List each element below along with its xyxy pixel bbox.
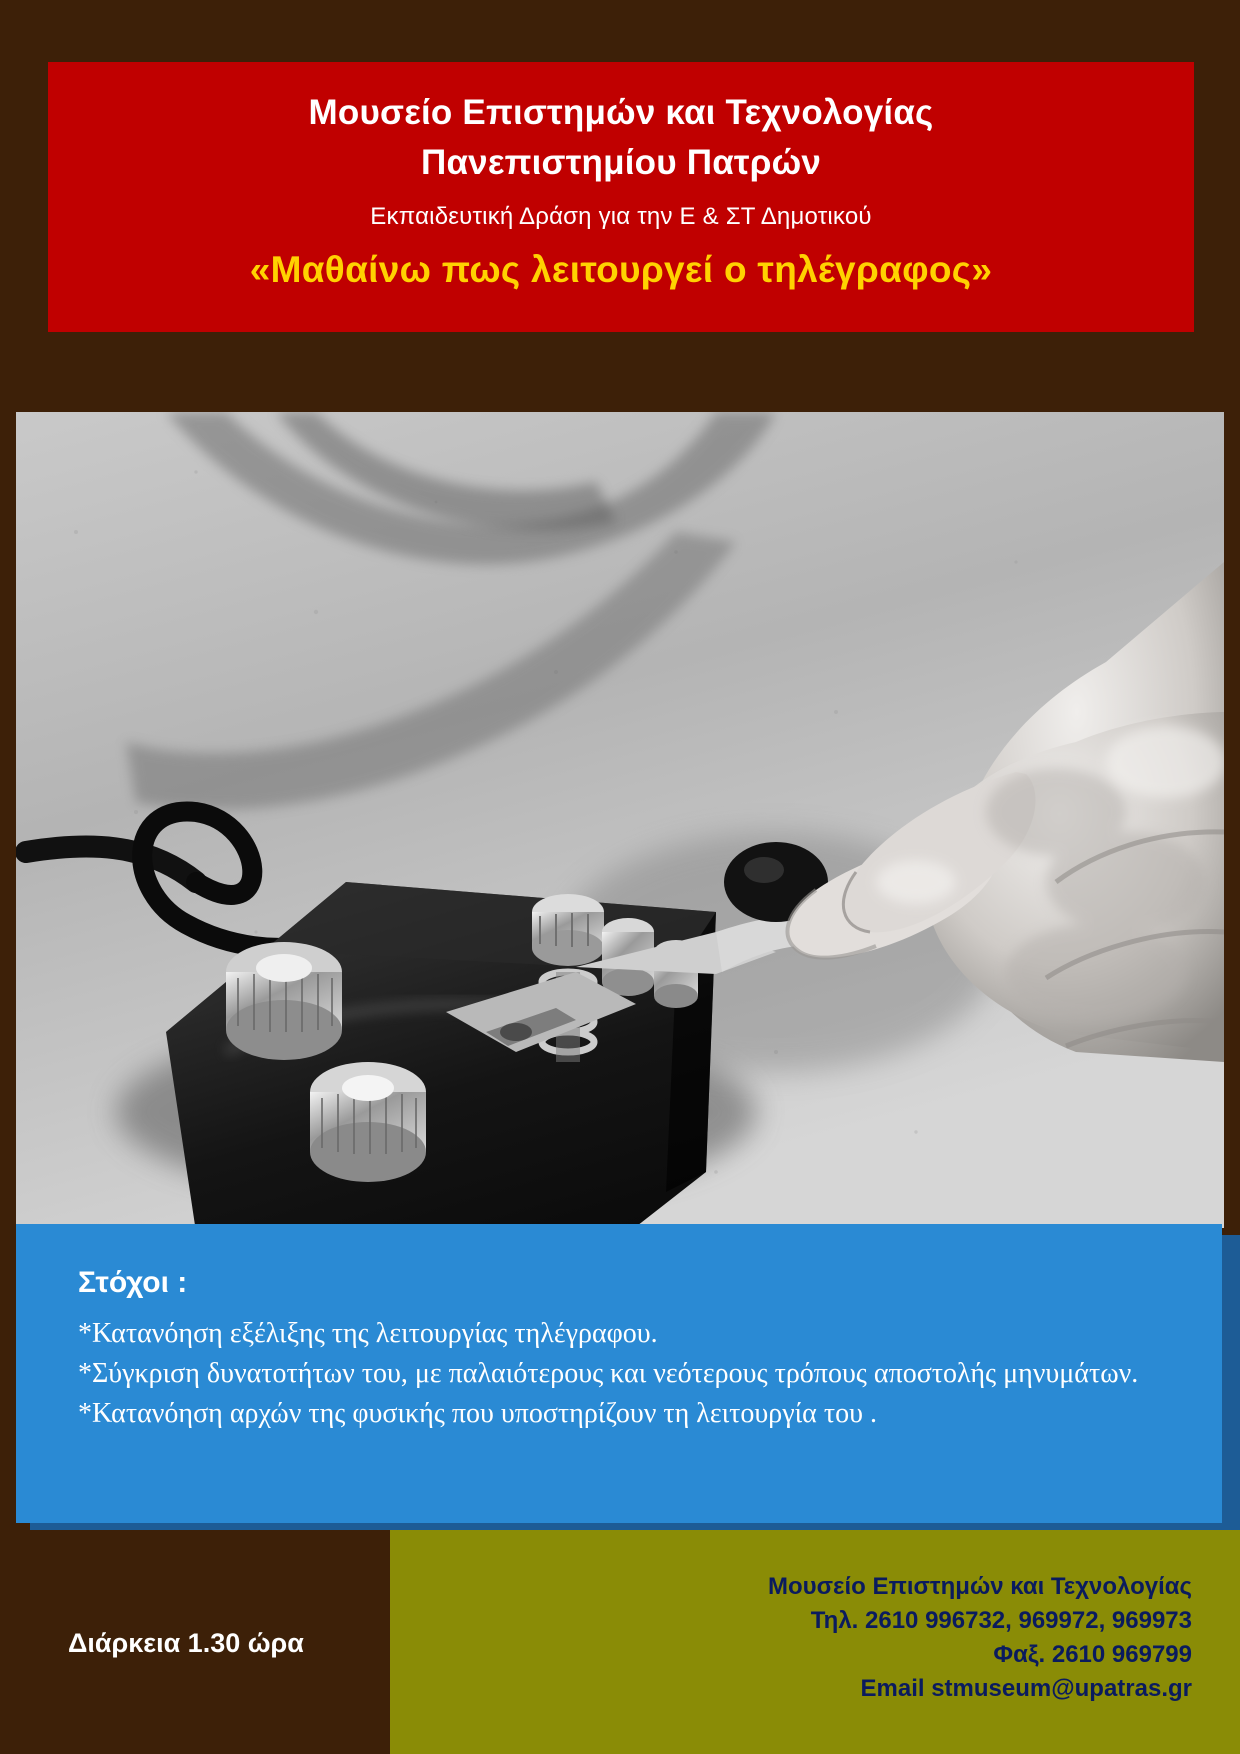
objectives-panel (16, 1224, 1222, 1523)
contact-email: Email stmuseum@upatras.gr (860, 1675, 1192, 1703)
objectives-line-2: *Σύγκριση δυνατοτήτων του, με παλαιότερους και νεότερους τρόπους αποστολής μηνυμάτων. (78, 1357, 1139, 1389)
contact-museum-name: Μουσείο Επιστημών και Τεχνολογίας (768, 1573, 1192, 1600)
telegraph-photo (16, 412, 1224, 1228)
contact-info (492, 1570, 1192, 1706)
header-title-line1: Μουσείο Επιστημών και Τεχνολογίας (308, 93, 934, 132)
objectives-line-1: *Κατανόηση εξέλιξης της λειτουργίας τηλέγραφου. (78, 1318, 658, 1349)
contact-phone: Τηλ. 2610 996732, 969972, 969973 (810, 1607, 1192, 1635)
header-title-line2: Πανεπιστημίου Πατρών (420, 142, 822, 182)
objectives-title: Στόχοι : (78, 1266, 188, 1299)
duration-label: Διάρκεια 1.30 ώρα (68, 1628, 304, 1658)
objectives-line-3: *Κατανόηση αρχών της φυσικής που υποστηρίζουν τη λειτουργία του . (78, 1397, 877, 1429)
contact-fax: Φαξ. 2610 969799 (993, 1641, 1192, 1669)
header-banner (48, 62, 1194, 332)
header-subtitle: Εκπαιδευτική Δράση για την Ε & ΣΤ Δημοτικού (370, 203, 872, 231)
header-quote: «Μαθαίνω πως λειτουργεί ο τηλέγραφος» (249, 249, 993, 291)
